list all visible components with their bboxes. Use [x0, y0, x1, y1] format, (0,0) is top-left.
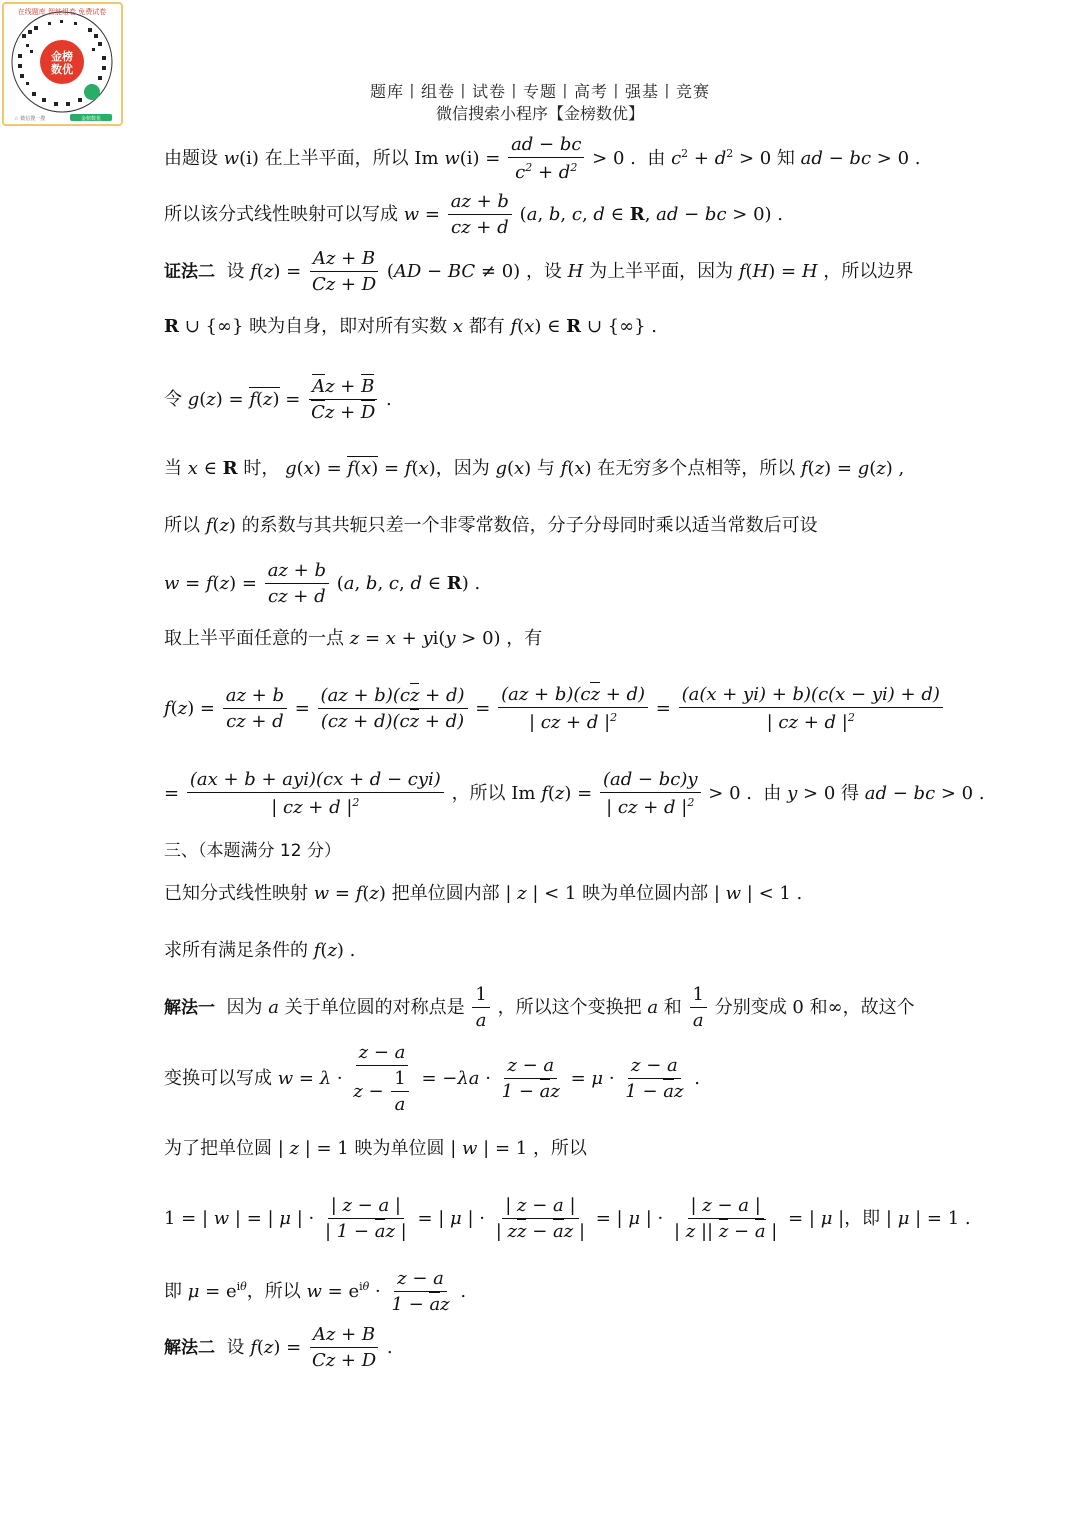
text: ，即: [844, 1208, 881, 1229]
line-19: 解法二 设 f(z) = $\frac{Az + B}{Cz + D}$ .: [164, 1324, 393, 1371]
text: ，有: [506, 628, 543, 649]
text: 由: [647, 148, 666, 169]
line-8: w = f(z) = $\frac{az + b}{cz + d}$ (a, b, c, d ∈ R) .: [164, 560, 481, 607]
text: 得: [841, 783, 860, 804]
text: 的系数与其共轭只差一个非零常数倍，分子分母同时乘以适当常数后可设: [241, 515, 818, 536]
logo-footer-text: ☆ 微信搜一搜: [14, 116, 46, 122]
text: ，因为: [435, 458, 490, 479]
text: 都有: [468, 316, 505, 337]
logo-footer-tag: 金榜数优: [80, 116, 102, 122]
text: 与: [536, 458, 555, 479]
text: 为上半平面，因为: [589, 261, 734, 282]
text: ，所以: [246, 1281, 301, 1302]
logo-arc-text: 在线题库 智能组卷 免费试卷: [17, 8, 107, 16]
line-11: = $\frac{\text{(ax + b + ayi)(cx + d − cyi)}}{| cz + d |^2}$ ，所以 Im f(z) = $\frac{(ad - bc)y}{| cz + d |^2}$ > 0 . 由 y > 0 得 ad − bc > 0 .: [164, 769, 985, 818]
text: 变换可以写成: [164, 1068, 272, 1089]
line-18: 即 $\mu = e^{i\theta}$，所以 $w = e^{i\theta}$ · $\frac{z - a}{1 - az}$ .: [164, 1268, 467, 1315]
line-10: f(z) = $\frac{az + b}{cz + d}$ = $\frac{(az + b)(cz + d)}{(cz + d)(cz + d)}$ = $\frac{(az + b)(cz + d)}{| cz + d |^2}$ = $\frac{(a(x + yi) + b)(c(x - yi) + d)}{| cz + d |^2}$: [164, 686, 945, 732]
text: 映为单位圆内部: [582, 883, 709, 904]
text: 已知分式线性映射: [164, 883, 308, 904]
text: 求所有满足条件的: [164, 940, 308, 961]
text: 分别变成 0 和∞，故这个: [714, 997, 915, 1018]
line-9: 取上半平面任意的一点 z = x + yi(y > 0) ，有: [164, 628, 543, 649]
line-14: 解法一 因为 a 关于单位圆的对称点是 $\frac{1}{a}$ ，所以这个变换把 a 和 $\frac{1}{a}$ 分别变成 0 和∞，故这个: [164, 984, 915, 1031]
line-12: 已知分式线性映射 w = f(z) 把单位圆内部 | z | < 1 映为单位圆内部 | w | < 1 .: [164, 883, 803, 904]
text: 在上半平面，所以: [264, 148, 409, 169]
text: 令: [164, 389, 182, 410]
text: 在无穷多个点相等，所以: [597, 458, 796, 479]
line-16: 为了把单位圆 | z | = 1 映为单位圆 | w | = 1 ，所以: [164, 1138, 587, 1159]
line-17: 1 = | w | = | μ | · $\frac{| z - a |}{| 1 - az |}$ = | μ | · $\frac{| z - a |}{| zz - az |}$ = | μ | · $\frac{| z - a |}{| z || z - a |}$ = | μ |，即 | μ | = 1 .: [164, 1195, 971, 1242]
text: 由: [763, 783, 782, 804]
line-5: 令 g(z) = f(z) = $\frac{Az + B}{Cz + D}$ .: [164, 376, 392, 423]
text: ，所以边界: [823, 261, 914, 282]
line-13: 求所有满足条件的 f(z) .: [164, 940, 356, 961]
text: 和: [663, 997, 682, 1018]
text: ，所以: [451, 783, 506, 804]
text: 取上半平面任意的一点: [164, 628, 344, 649]
text: 因为: [226, 997, 263, 1018]
text: 设: [226, 1337, 245, 1358]
text: 当: [164, 458, 182, 479]
line-15: 变换可以写成 w = λ · z − a z − $\frac{1}{a}$ = −λa · $\frac{z - a}{1 - az}$ = μ · $\frac{z - a}{1 - az}$ .: [164, 1042, 700, 1115]
text: 关于单位圆的对称点是: [284, 997, 465, 1018]
text: 所以: [164, 515, 200, 536]
text: 映为单位圆: [354, 1138, 445, 1159]
logo-brand-line1: 金榜: [51, 50, 73, 63]
header-sub: 微信搜索小程序【金榜数优】: [435, 104, 644, 123]
text: ，设: [525, 261, 562, 282]
line-7: 所以 f(z) 的系数与其共轭只差一个非零常数倍，分子分母同时乘以适当常数后可设: [164, 515, 818, 536]
proof-two-label: 证法二: [164, 262, 215, 282]
text: 所以该分式线性映射可以写成: [164, 204, 398, 225]
line-4: R ∪ {∞} 映为自身，即对所有实数 x 都有 f(x) ∈ R ∪ {∞} .: [164, 316, 657, 337]
text: 知: [776, 148, 795, 169]
logo-brand-line2: 数优: [51, 63, 73, 76]
text: ，所以: [532, 1138, 587, 1159]
solution-one-label: 解法一: [164, 998, 215, 1018]
text: 映为自身，即对所有实数: [249, 316, 448, 337]
text: 由题设: [164, 148, 218, 169]
text: ，所以这个变换把: [497, 997, 642, 1018]
line-3: 证法二 设 f(z) = $\frac{Az + B}{Cz + D}$ (AD − BC ≠ 0) ，设 H 为上半平面，因为 f(H) = H ，所以边界: [164, 248, 914, 295]
line-2: 所以该分式线性映射可以写成 w = $\frac{az + b}{cz + d}$ (a, b, c, d ∈ R, ad − bc > 0) .: [164, 191, 783, 238]
solution-two-label: 解法二: [164, 1338, 215, 1358]
text: 即: [164, 1281, 182, 1302]
text: 为了把单位圆: [164, 1138, 272, 1159]
text: 时，: [243, 458, 280, 479]
text: 设: [226, 261, 245, 282]
text: 把单位圆内部: [391, 883, 500, 904]
header-nav: 题库丨组卷丨试卷丨专题丨高考丨强基丨竞赛: [369, 82, 710, 101]
line-1: 由题设 w(i) 在上半平面，所以 Im w(i) = $\frac{ad - bc}{c^2 + d^2}$ > 0 . 由 $c^2 + d^2 > 0$ 知 ad − bc > 0 .: [164, 134, 921, 183]
line-6: 当 x ∈ R 时， g(x) = f(x) = f(x)，因为 g(x) 与 f(x) 在无穷多个点相等，所以 f(z) = g(z) ,: [164, 458, 905, 479]
section-three-heading: 三、（本题满分 12 分）: [164, 841, 341, 861]
